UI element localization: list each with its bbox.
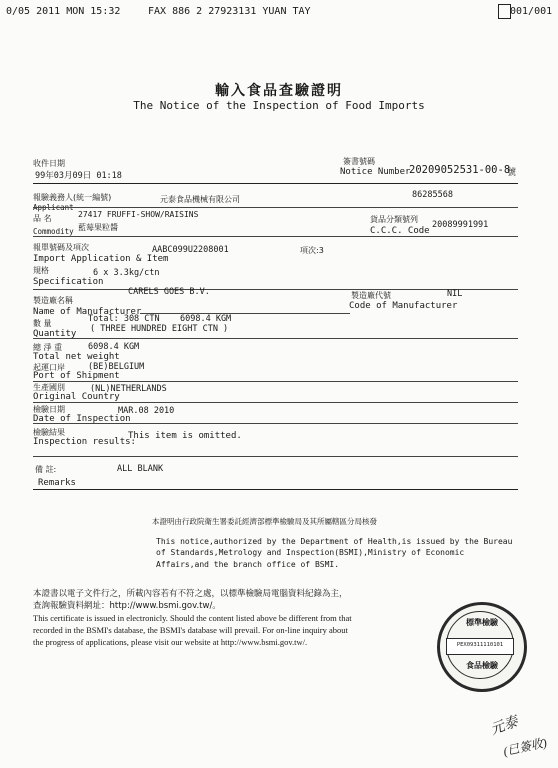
commodity-label-en: Commodity: [33, 227, 74, 236]
inspection-results-label-zh: 檢驗結果: [33, 428, 65, 437]
fax-sender: FAX 886 2 27923131 YUAN TAY: [148, 6, 311, 17]
rule-applicant: [33, 207, 518, 208]
rule-remarks: [33, 489, 518, 490]
footer-zh-line2: 查詢報驗資料網址：http://www.bsmi.gov.tw/。: [33, 601, 221, 611]
authorization-en-line3: Affairs,and the branch office of BSMI.: [156, 560, 340, 569]
seal-top-text: 標準檢驗: [466, 618, 498, 627]
manufacturer-value: CARELS GOES B.V.: [128, 287, 210, 297]
ccc-value: 20089991991: [432, 220, 489, 230]
quantity-weight: 6098.4 KGM: [180, 314, 232, 324]
net-weight-value: 6098.4 KGM: [88, 342, 140, 352]
footer-en-line2: recorded in the BSMI's database, the BSMI's database will prevail. For on-line inquiry about: [33, 625, 348, 635]
import-application-label-en: Import Application & Item: [33, 254, 169, 264]
inspection-results-value: This item is omitted.: [128, 431, 242, 441]
notice-number-value: 20209052531-00-8: [409, 164, 511, 176]
rule-specification: [33, 289, 518, 290]
ccc-label-zh: 貨品分類號列: [370, 215, 418, 224]
specification-label-zh: 規格: [33, 266, 49, 275]
commodity-value-zh: 藍莓果粒醬: [78, 223, 118, 232]
fax-date-time: 0/05 2011 MON 15:32: [6, 6, 121, 17]
quantity-label-en: Quantity: [33, 329, 77, 339]
footer-en-line3: the progress of applications, please visit our website at http://www.bsmi.gov.tw/.: [33, 637, 308, 647]
origin-value: (NL)NETHERLANDS: [90, 384, 167, 394]
seal-bottom-text: 食品檢驗: [466, 661, 498, 670]
inspection-date-label-zh: 檢驗日期: [33, 405, 65, 414]
specification-label-en: Specification: [33, 277, 104, 287]
rule-quantity: [33, 338, 518, 339]
remarks-label-en: Remarks: [38, 478, 76, 488]
official-seal-icon: [437, 602, 527, 692]
origin-label-en: Original Country: [33, 392, 120, 402]
port-value: (BE)BELGIUM: [88, 362, 145, 372]
handwritten-signature-line2: (已簽收): [502, 735, 549, 759]
notice-number-label-en: Notice Number: [340, 167, 411, 177]
inspection-results-label-en: Inspection results:: [33, 437, 136, 447]
rule-inspection-date: [33, 423, 518, 424]
quantity-total: Total: 308 CTN: [88, 314, 160, 324]
import-application-item: 項次:3: [300, 246, 324, 255]
title-en: The Notice of the Inspection of Food Imports: [133, 99, 425, 112]
notice-number-label-zh: 簽書號碼: [343, 157, 375, 166]
rule-commodity: [33, 236, 518, 237]
quantity-words: ( THREE HUNDRED EIGHT CTN ): [90, 324, 229, 334]
remarks-label-zh: 備 註:: [35, 465, 57, 474]
authorization-zh: 本證明由行政院衛生署委託經濟部標準檢驗局及其所屬轄區分局核發: [152, 517, 377, 526]
net-weight-label-en: Total net weight: [33, 352, 120, 362]
manufacturer-label-en: Name of Manufacturer: [33, 307, 142, 317]
remarks-value: ALL BLANK: [117, 464, 164, 474]
footer-en-line1: This certificate is issued in electronicly. Should the content listed above be different from that: [33, 613, 352, 623]
rule-origin: [33, 402, 518, 403]
rule-inspection-results: [33, 456, 518, 457]
authorization-en-line2: of Standards,Metrology and Inspection(BSMI),Ministry of Economic: [156, 548, 465, 557]
commodity-label-zh: 品 名: [33, 214, 52, 223]
port-label-en: Port of Shipment: [33, 371, 120, 381]
port-label-zh: 起運口岸: [33, 363, 65, 372]
title-zh: 輸入食品查驗證明: [215, 83, 343, 99]
authorization-en-line1: This notice,authorized by the Department of Health,is issued by the Bureau: [156, 537, 513, 546]
net-weight-label-zh: 總 淨 重: [33, 343, 63, 352]
manufacturer-code-label-en: Code of Manufacturer: [349, 301, 458, 311]
receipt-date-value: 99年03月09日 01:18: [35, 171, 122, 181]
rule-manufacturer-short: [140, 313, 350, 314]
rule-header: [33, 183, 518, 184]
ccc-label-en: C.C.C. Code: [370, 226, 430, 236]
commodity-value-en: 27417 FRUFFI-SHOW/RAISINS: [78, 210, 199, 219]
fax-page-counter: 001/001: [510, 6, 553, 17]
seal-number: PEX09311110101: [456, 642, 504, 648]
applicant-name: 元泰食品機械有限公司: [160, 195, 240, 204]
applicant-id: 86285568: [412, 190, 453, 200]
rule-port: [33, 381, 518, 382]
manufacturer-code-label-zh: 製造廠代號: [351, 291, 391, 300]
origin-label-zh: 生產國別: [33, 383, 65, 392]
inspection-date-value: MAR.08 2010: [118, 406, 175, 416]
applicant-label-en: Applicant: [33, 203, 74, 212]
handwritten-signature-line1: 元泰: [488, 714, 521, 739]
import-application-number: AABC099U2208001: [152, 245, 229, 255]
applicant-label-zh: 報驗義務人(統一編號): [33, 193, 112, 202]
manufacturer-code-value: NIL: [447, 289, 463, 299]
footer-zh-line1: 本證書以電子文件行之，所載內容若有不符之處，以標準檢驗局電腦資料紀錄為主，: [33, 589, 348, 599]
quantity-label-zh: 數 量: [33, 319, 52, 328]
import-application-label-zh: 報單號碼及項次: [33, 243, 89, 252]
manufacturer-label-zh: 製造廠名稱: [33, 296, 73, 305]
inspection-date-label-en: Date of Inspection: [33, 414, 131, 424]
notice-number-suffix: 號: [507, 168, 517, 178]
specification-value: 6 x 3.3kg/ctn: [93, 268, 160, 278]
receipt-date-label: 收件日期: [33, 159, 65, 168]
